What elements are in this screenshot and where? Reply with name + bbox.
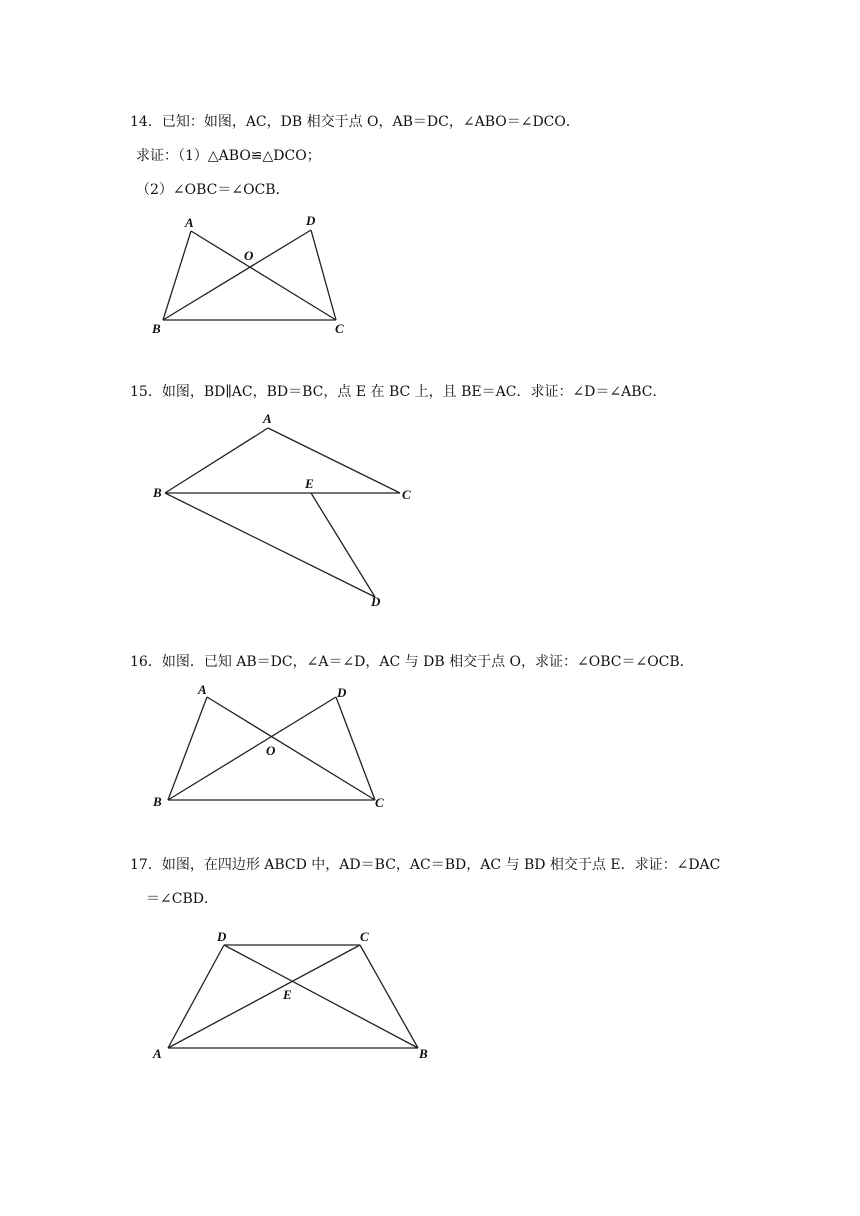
segment-ac — [168, 945, 360, 1048]
point-label-c: C — [360, 929, 369, 944]
point-label-o: O — [266, 743, 276, 758]
point-label-a: A — [198, 682, 207, 697]
problem-17-statement: 17．如图，在四边形 ABCD 中，AD＝BC，AC＝BD，AC 与 BD 相交于点 E．求证：∠DAC — [130, 857, 721, 873]
point-label-d: D — [371, 594, 381, 609]
point-label-o: O — [244, 248, 254, 263]
point-label-e: E — [305, 476, 314, 491]
segment-bd — [163, 230, 311, 320]
point-label-b: B — [419, 1046, 428, 1061]
segment-ab — [163, 231, 191, 320]
point-label-c: C — [375, 795, 384, 810]
point-label-d: D — [337, 685, 347, 700]
problem-14-figure — [140, 208, 370, 343]
problem-15-statement: 15．如图，BD∥AC，BD＝BC，点 E 在 BC 上，且 BE＝AC．求证：∠D＝∠ABC． — [130, 384, 667, 400]
point-label-b: B — [153, 794, 162, 809]
segment-ac — [268, 428, 400, 493]
problem-14-statement: 14．已知：如图，AC，DB 相交于点 O，AB＝DC，∠ABO＝∠DCO． — [130, 114, 580, 130]
problem-16-statement: 16．如图．已知 AB＝DC，∠A＝∠D，AC 与 DB 相交于点 O，求证：∠OBC＝∠OCB． — [130, 654, 694, 670]
point-label-c: C — [335, 321, 344, 336]
point-label-b: B — [153, 485, 162, 500]
problem-17-statement-cont: ＝∠CBD． — [146, 891, 218, 907]
segment-ab — [168, 697, 207, 800]
problem-17-figure — [145, 922, 445, 1067]
point-label-b: B — [152, 321, 161, 336]
problem-14-prove-1: 求证：（1）△ABO≌△DCO； — [136, 148, 321, 164]
segment-bd — [168, 697, 336, 800]
point-label-a: A — [263, 411, 272, 426]
point-label-e: E — [283, 987, 292, 1002]
problem-14-prove-2: （2）∠OBC＝∠OCB． — [136, 182, 290, 198]
point-label-a: A — [185, 215, 194, 230]
point-label-c: C — [402, 487, 411, 502]
segment-dc — [336, 697, 375, 800]
point-label-d: D — [306, 213, 316, 228]
problem-16-figure — [145, 678, 400, 818]
segment-ac — [207, 697, 375, 800]
segment-ac — [191, 231, 336, 320]
point-label-a: A — [153, 1046, 162, 1061]
point-label-d: D — [217, 929, 227, 944]
segment-ab — [165, 428, 268, 493]
problem-15-figure — [145, 408, 425, 613]
